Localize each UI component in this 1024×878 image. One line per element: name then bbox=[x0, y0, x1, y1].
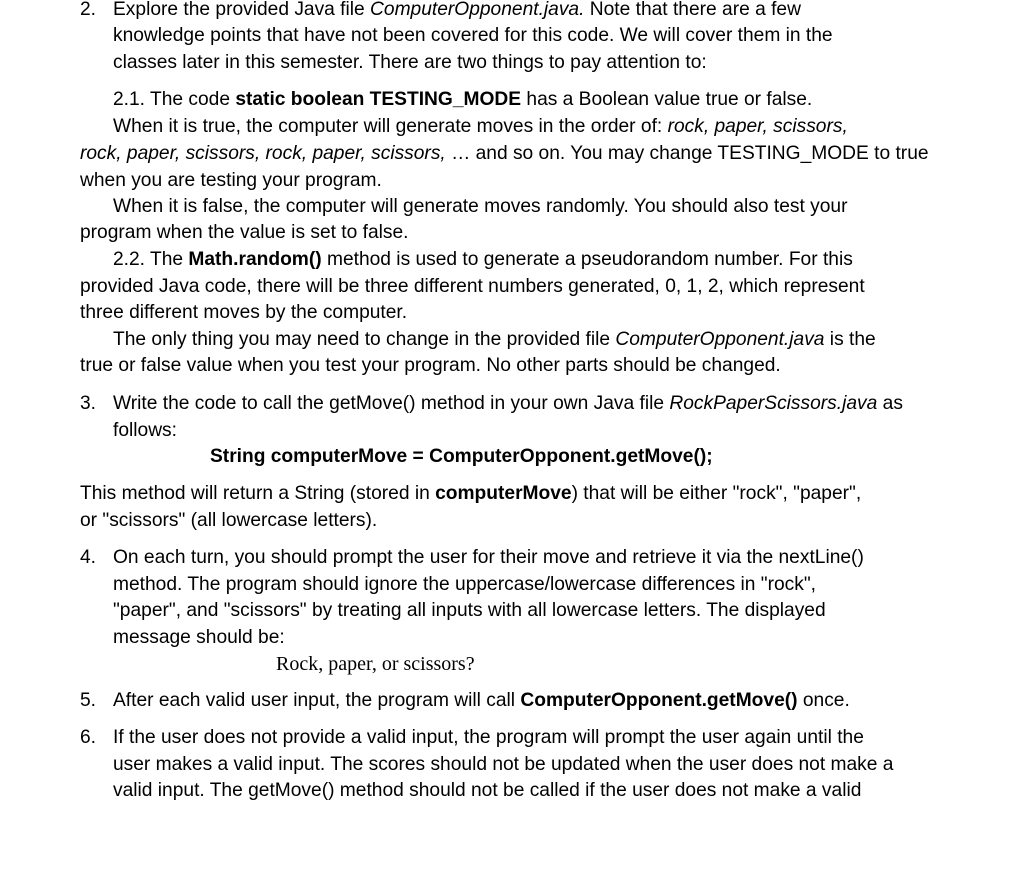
text-run: The only thing you may need to change in the provided file bbox=[113, 329, 616, 350]
text-run: 2.1. The code bbox=[113, 89, 236, 110]
text-run: After each valid user input, the program will call bbox=[113, 690, 521, 711]
code-testing-mode: static boolean TESTING_MODE bbox=[235, 89, 522, 110]
subitem-2-1-line-3 bbox=[80, 141, 929, 167]
code-snippet-getmove: String computerMove = ComputerOpponent.getMove(); bbox=[210, 446, 713, 467]
text-run: This method will return a String (stored in bbox=[80, 483, 436, 504]
text-run: … and so on. You may change TESTING_MODE to true bbox=[445, 143, 929, 164]
item-2-line-1 bbox=[113, 0, 801, 23]
subitem-2-2-line-1 bbox=[113, 247, 853, 273]
item-3-paragraph-line-1 bbox=[80, 481, 861, 507]
item-number-6: 6. bbox=[80, 727, 97, 748]
text-run: Explore the provided Java file bbox=[113, 0, 371, 20]
item-6-line-3: valid input. The getMove() method should not be called if the user does not make a valid bbox=[113, 780, 862, 801]
text-run: as bbox=[877, 393, 903, 414]
item-number-4: 4. bbox=[80, 547, 97, 568]
subitem-2-1-line-4: when you are testing your program. bbox=[80, 170, 382, 191]
text-run: When it is true, the computer will generate moves in the order of: bbox=[113, 116, 668, 137]
text-run: is the bbox=[824, 329, 876, 350]
filename-rockpaperscissors: RockPaperScissors.java bbox=[669, 393, 878, 414]
item-4-line-1: On each turn, you should prompt the user for their move and retrieve it via the nextLine() bbox=[113, 547, 864, 568]
text-run: 2.2. The bbox=[113, 249, 189, 270]
code-getmove-call: ComputerOpponent.getMove() bbox=[520, 690, 798, 711]
text-run: once. bbox=[797, 690, 850, 711]
subitem-2-1-line-1 bbox=[113, 87, 812, 113]
item-6-line-1: If the user does not provide a valid input, the program will prompt the user again until the bbox=[113, 727, 864, 748]
code-computermove: computerMove bbox=[435, 483, 572, 504]
move-sequence: rock, paper, scissors, bbox=[667, 116, 848, 137]
subitem-2-1-line-6: program when the value is set to false. bbox=[80, 222, 409, 243]
filename-computeropponent: ComputerOpponent.java. bbox=[370, 0, 585, 20]
item-4-line-2: method. The program should ignore the uppercase/lowercase differences in "rock", bbox=[113, 574, 816, 595]
item-2-line-3: classes later in this semester. There are two things to pay attention to: bbox=[113, 52, 707, 73]
item-3-line-1 bbox=[113, 391, 903, 417]
subitem-2-1-line-5: When it is false, the computer will generate moves randomly. You should also test your bbox=[113, 196, 848, 217]
subitem-2-2-line-4 bbox=[113, 327, 876, 353]
filename-computeropponent: ComputerOpponent.java bbox=[615, 329, 825, 350]
item-5-line-1 bbox=[113, 688, 850, 714]
item-4-line-4: message should be: bbox=[113, 627, 285, 648]
text-run: Note that there are a few bbox=[584, 0, 801, 20]
subitem-2-2-line-2: provided Java code, there will be three different numbers generated, 0, 1, 2, which represent bbox=[80, 276, 865, 297]
item-number-3: 3. bbox=[80, 393, 97, 414]
item-4-line-3: "paper", and "scissors" by treating all inputs with all lowercase letters. The displayed bbox=[113, 600, 826, 621]
item-number-5: 5. bbox=[80, 690, 97, 711]
text-run: has a Boolean value true or false. bbox=[521, 89, 813, 110]
subitem-2-2-line-5: true or false value when you test your program. No other parts should be changed. bbox=[80, 355, 781, 376]
code-math-random: Math.random() bbox=[188, 249, 322, 270]
item-3-paragraph-line-2: or "scissors" (all lowercase letters). bbox=[80, 510, 378, 531]
item-6-line-2: user makes a valid input. The scores should not be updated when the user does not make a bbox=[113, 754, 894, 775]
subitem-2-1-line-2 bbox=[113, 114, 848, 140]
item-3-line-2: follows: bbox=[113, 420, 177, 441]
subitem-2-2-line-3: three different moves by the computer. bbox=[80, 302, 408, 323]
text-run: method is used to generate a pseudorandom number. For this bbox=[321, 249, 853, 270]
item-2-line-2: knowledge points that have not been covered for this code. We will cover them in the bbox=[113, 25, 833, 46]
move-sequence: rock, paper, scissors, rock, paper, scissors, bbox=[80, 143, 446, 164]
text-run: Write the code to call the getMove() method in your own Java file bbox=[113, 393, 670, 414]
prompt-message: Rock, paper, or scissors? bbox=[276, 653, 475, 675]
item-number-2: 2. bbox=[80, 0, 97, 20]
text-run: ) that will be either "rock", "paper", bbox=[571, 483, 862, 504]
